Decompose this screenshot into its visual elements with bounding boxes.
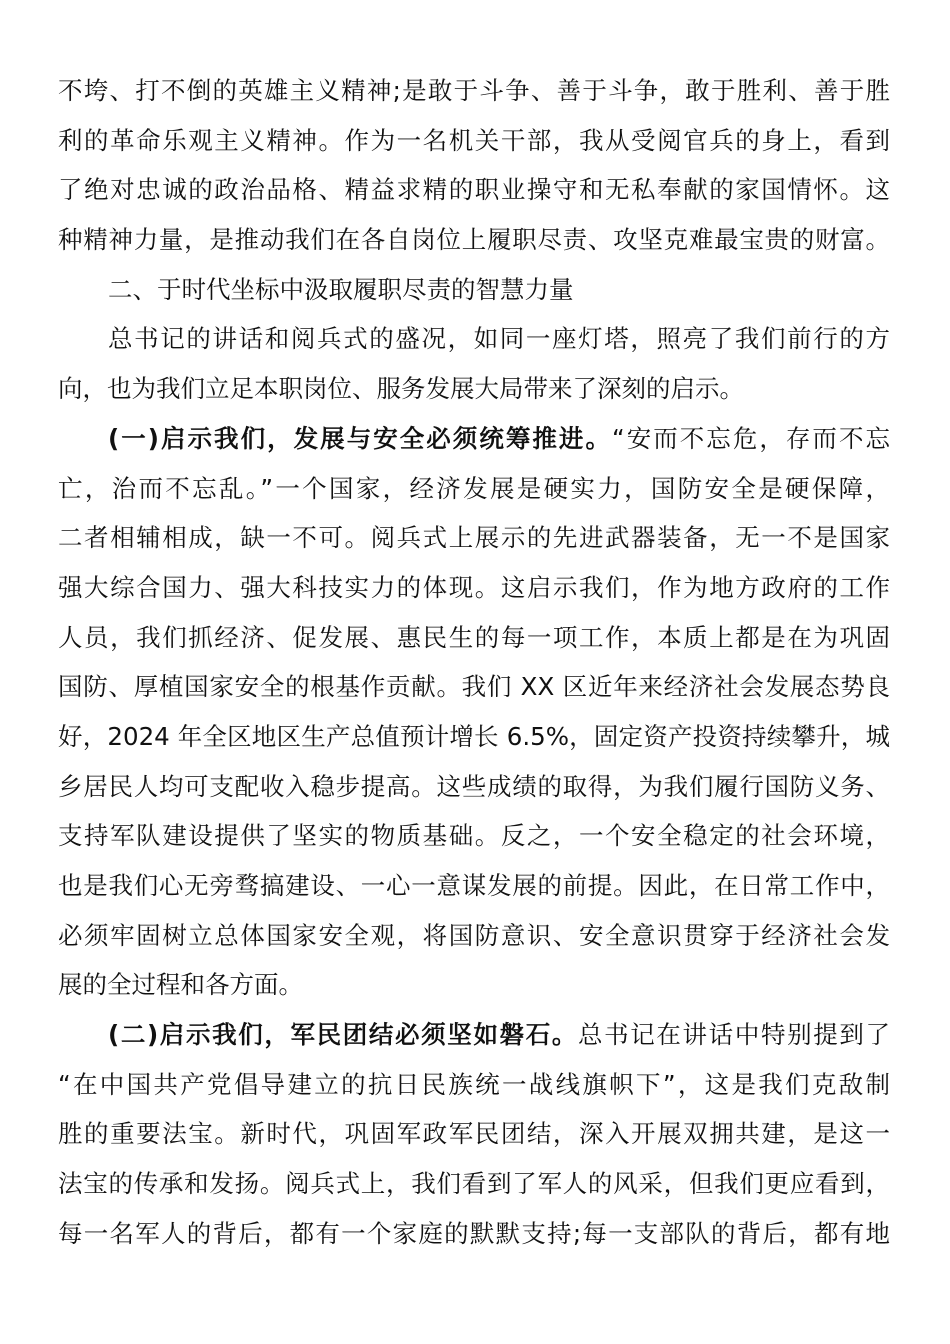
text-line: 必须牢固树立总体国家安全观，将国防意识、安全意识贯穿于经济社会发 [58,920,890,950]
text-line-rest: “安而不忘危，存而不忘 [612,423,890,453]
text-line-first [58,1010,890,1060]
text-line-first [58,414,890,464]
paragraph-heroism [58,66,890,265]
text-line: 不垮、打不倒的英雄主义精神;是敢于斗争、善于斗争，敢于胜利、善于胜 [58,76,890,105]
paragraph-military-civilian-unity [58,1010,890,1258]
text-line: 二者相辅相成，缺一不可。阅兵式上展示的先进武器装备，无一不是国家 [58,523,890,553]
text-line: 好，2024 年全区地区生产总值预计增长 6.5%，固定资产投资持续攀升，城 [58,721,890,751]
text-line: 强大综合国力、强大科技实力的体现。这启示我们，作为地方政府的工作 [58,572,890,602]
document-body [58,66,890,1259]
paragraph-development-security [58,414,890,1010]
text-line: “在中国共产党倡导建立的抗日民族统一战线旗帜下”，这是我们克敌制 [58,1069,890,1099]
text-line: 国防、厚植国家安全的根基作贡献。我们 XX 区近年来经济社会发展态势良 [58,672,890,702]
text-line: 胜的重要法宝。新时代，巩固军政军民团结，深入开展双拥共建，是这一 [58,1119,890,1149]
text-line: 了绝对忠诚的政治品格、精益求精的职业操守和无私奉献的家国情怀。这 [58,175,890,205]
text-line: 利的革命乐观主义精神。作为一名机关干部，我从受阅官兵的身上，看到 [58,125,890,155]
subheading-military-civilian-unity: (二)启示我们，军民团结必须坚如磐石。 [108,1020,578,1050]
text-line: 每一名军人的背后，都有一个家庭的默默支持;每一支部队的背后，都有地 [58,1218,890,1248]
text-line: 亡，治而不忘乱。”一个国家，经济发展是硬实力，国防安全是硬保障， [58,473,890,503]
text-line: 乡居民人均可支配收入稳步提高。这些成绩的取得，为我们履行国防义务、 [58,771,890,801]
text-line: 展的全过程和各方面。 [58,970,303,1000]
text-line-rest: 总书记在讲话中特别提到了 [578,1020,890,1050]
text-line: 种精神力量，是推动我们在各自岗位上履职尽责、攻坚克难最宝贵的财富。 [58,225,890,255]
section-heading-2: 二、于时代坐标中汲取履职尽责的智慧力量 [108,274,574,304]
text-line: 向，也为我们立足本职岗位、服务发展大局带来了深刻的启示。 [58,374,744,404]
text-line: 支持军队建设提供了坚实的物质基础。反之，一个安全稳定的社会环境， [58,821,890,851]
subheading-development-security: (一)启示我们，发展与安全必须统筹推进。 [108,423,612,453]
paragraph-lighthouse [58,314,890,413]
text-line: 也是我们心无旁骛搞建设、一心一意谋发展的前提。因此，在日常工作中， [58,871,890,900]
text-line: 总书记的讲话和阅兵式的盛况，如同一座灯塔，照亮了我们前行的方 [108,324,890,354]
text-line: 人员，我们抓经济、促发展、惠民生的每一项工作，本质上都是在为巩固 [58,622,890,652]
text-line: 法宝的传承和发扬。阅兵式上，我们看到了军人的风采，但我们更应看到， [58,1169,890,1199]
